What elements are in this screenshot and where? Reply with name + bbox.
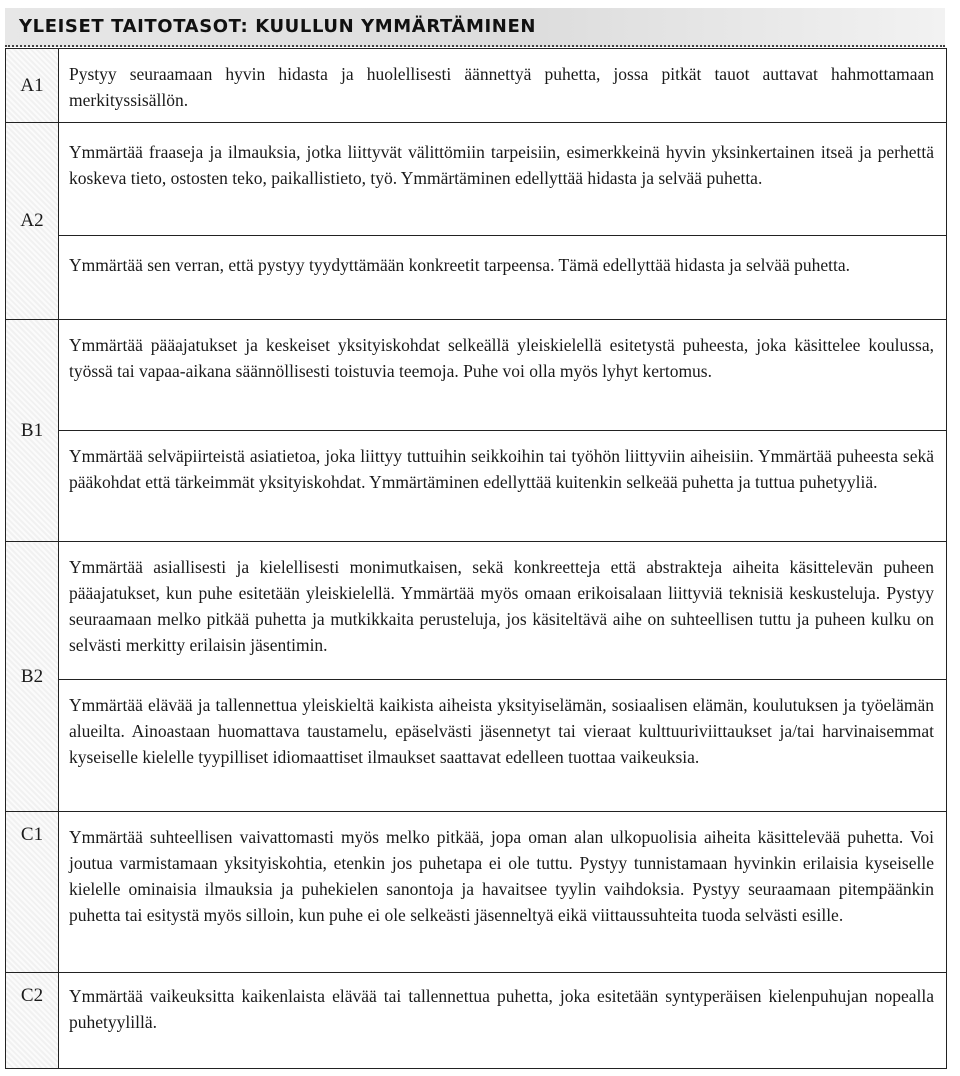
level-description: Ymmärtää selväpiirteistä asiatietoa, joka liittyy tuttuihin seikkoihin tai työhön liittyviin aiheisiin. Ymmärtää puheesta sekä pääkohdat että tärkeimmät yksityiskohdat. Ymmärtäminen edellyttää kuitenkin selkeää puhetta ja tuttua puhetyyliä. (69, 446, 934, 492)
description-cell (59, 236, 947, 320)
table-row-a1 (6, 49, 947, 123)
level-label-c2: C2 (6, 973, 59, 1069)
description-cell (59, 542, 947, 680)
level-label-c1: C1 (6, 812, 59, 973)
table-row-b1-second (6, 431, 947, 542)
proficiency-table (5, 48, 947, 1069)
page-title: YLEISET TAITOTASOT: KUULLUN YMMÄRTÄMINEN (19, 16, 537, 37)
level-description: Ymmärtää fraaseja ja ilmauksia, jotka liittyvät välittömiin tarpeisiin, esimerkkeinä hyvin yksinkertainen itseä ja perhettä koskeva tieto, ostosten teko, paikallistieto, työ. Ymmärtäminen edellyttää hidasta ja selvää puhetta. (69, 142, 934, 188)
description-cell (59, 973, 947, 1069)
level-description: Pystyy seuraamaan hyvin hidasta ja huolellisesti äännettyä puhetta, jossa pitkät tauot auttavat hahmottamaan merkityssisällön. (69, 64, 934, 110)
table-row-c2 (6, 973, 947, 1069)
description-cell (59, 123, 947, 236)
table-row-b2 (6, 542, 947, 680)
level-label-b1: B1 (6, 320, 59, 542)
level-label-b2: B2 (6, 542, 59, 812)
level-label-a2: A2 (6, 123, 59, 320)
level-description: Ymmärtää sen verran, että pystyy tyydyttämään konkreetit tarpeensa. Tämä edellyttää hidasta ja selvää puhetta. (69, 255, 851, 275)
table-row-a2-second (6, 236, 947, 320)
table-row-a2 (6, 123, 947, 236)
level-description: Ymmärtää asiallisesti ja kielellisesti monimutkaisen, sekä konkreetteja että abstrakteja aiheita käsittelevän puheen pääajatukset, kun puhe esitetään yleiskielellä. Ymmärtää myös omaan erikoisalaan liittyviä teknisiä keskusteluja. Pystyy seuraamaan melko pitkää puhetta ja mutkikkaita perusteluja, jos käsiteltävä aihe on suhteellisen tuttu ja puheen kulku on selvästi merkitty erilaisin jäsentimin. (69, 557, 934, 655)
level-label-a1: A1 (6, 49, 59, 123)
level-description: Ymmärtää suhteellisen vaivattomasti myös melko pitkää, jopa oman alan ulkopuolisia aiheita käsittelevää puhetta. Voi joutua varmistamaan yksityiskohtia, etenkin jos puhetapa ei ole tuttu. Pystyy tunnistamaan hyvinkin erilaisia kyseiselle kielelle ominaisia ilmauksia ja puhekielen sanontoja ja havaitsee tyylin vaihdoksia. Pystyy seuraamaan pitempäänkin puhetta tai esitystä myös silloin, kun puhe ei ole selkeästi jäsenneltyä eikä viittaussuhteita tuoda selvästi esille. (69, 827, 934, 925)
level-description: Ymmärtää elävää ja tallennettua yleiskieltä kaikista aiheista yksityiselämän, sosiaalisen elämän, koulutuksen ja työelämän alueilta. Ainoastaan huomattava taustamelu, epäselvästi jäsennetyt tai vieraat kulttuuriviittaukset ja/tai harvinaisemmat kyseiselle kielelle tyypilliset idiomaattiset ilmaukset saattavat edelleen tuottaa vaikeuksia. (69, 695, 934, 767)
table-row-b1 (6, 320, 947, 431)
table-row-c1 (6, 812, 947, 973)
table-row-b2-second (6, 680, 947, 812)
description-cell (59, 49, 947, 123)
description-cell (59, 812, 947, 973)
level-description: Ymmärtää vaikeuksitta kaikenlaista elävää tai tallennettua puhetta, joka esitetään syntyperäisen kielenpuhujan nopealla puhetyylillä. (69, 986, 934, 1032)
description-cell (59, 320, 947, 431)
description-cell (59, 431, 947, 542)
title-bar (5, 8, 945, 47)
description-cell (59, 680, 947, 812)
level-description: Ymmärtää pääajatukset ja keskeiset yksityiskohdat selkeällä yleiskielellä esitetystä puheesta, joka käsittelee koulussa, työssä tai vapaa-aikana säännöllisesti toistuvia teemoja. Puhe voi olla myös lyhyt kertomus. (69, 335, 934, 381)
